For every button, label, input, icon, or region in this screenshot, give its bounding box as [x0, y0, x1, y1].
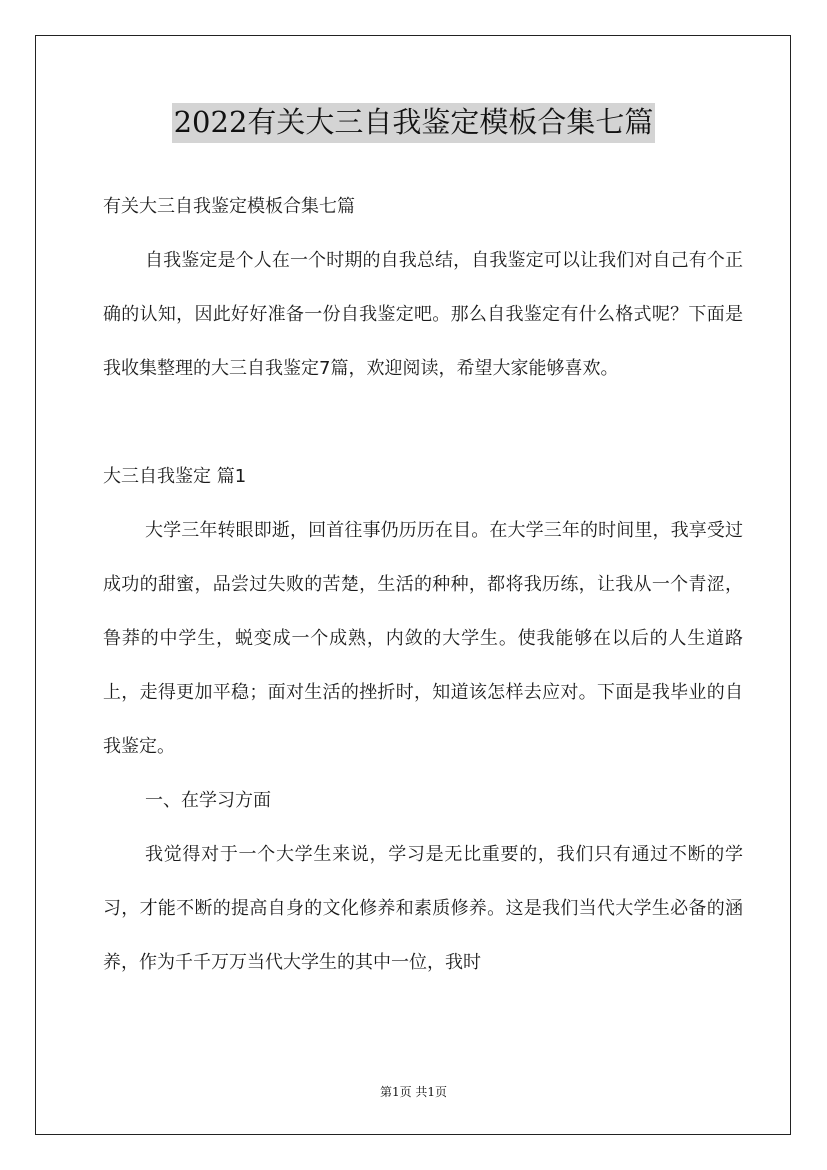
- paragraph-gap: [103, 396, 743, 450]
- document-title: 2022有关大三自我鉴定模板合集七篇: [172, 103, 656, 143]
- page-footer: 第1页 共1页: [379, 1085, 448, 1099]
- section-heading: 大三自我鉴定 篇1: [103, 466, 247, 487]
- document-body: [103, 180, 743, 990]
- title-container: [0, 103, 827, 143]
- sub-heading: 一、在学习方面: [145, 790, 271, 811]
- document-subtitle: 有关大三自我鉴定模板合集七篇: [103, 196, 355, 217]
- intro-paragraph: 自我鉴定是个人在一个时期的自我总结，自我鉴定可以让我们对自己有个正确的认知，因此好好准备一份自我鉴定吧。那么自我鉴定有什么格式呢？下面是我收集整理的大三自我鉴定7篇，欢迎阅读，希望大家能够喜欢。: [103, 250, 743, 379]
- body-paragraph: 我觉得对于一个大学生来说，学习是无比重要的，我们只有通过不断的学习，才能不断的提高自身的文化修养和素质修养。这是我们当代大学生必备的涵养，作为千千万万当代大学生的其中一位，我时: [103, 844, 743, 973]
- body-paragraph: 大学三年转眼即逝，回首往事仍历历在目。在大学三年的时间里，我享受过成功的甜蜜，品尝过失败的苦楚，生活的种种，都将我历练，让我从一个青涩，鲁莽的中学生，蜕变成一个成熟，内敛的大学生。使我能够在以后的人生道路上，走得更加平稳；面对生活的挫折时，知道该怎样去应对。下面是我毕业的自我鉴定。: [103, 520, 743, 757]
